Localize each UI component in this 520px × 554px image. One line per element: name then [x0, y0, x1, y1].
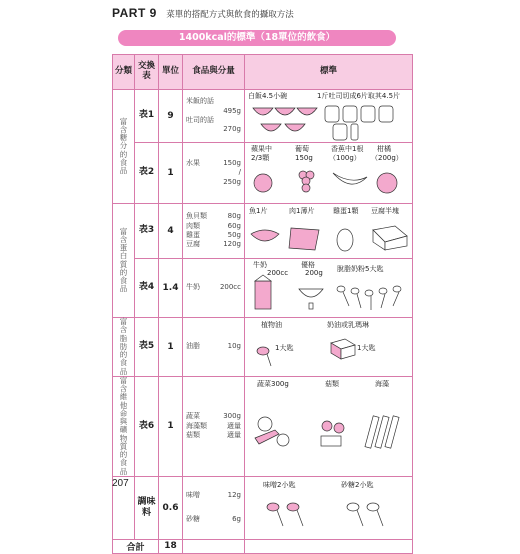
exchange-cell: 表3: [135, 204, 159, 259]
food-name: 味噌: [186, 491, 200, 500]
table-row: [113, 318, 413, 377]
food-amount: 120g: [223, 240, 241, 249]
food-name: 雞蛋: [186, 231, 200, 239]
vegetables-illustration: [245, 394, 413, 458]
food-amount: 150g: [223, 158, 241, 167]
caption: 肉1薄片: [289, 207, 315, 215]
food-name: 吐司的話: [186, 116, 214, 124]
caption: 1大匙: [275, 344, 294, 352]
exchange-cell: 表6: [135, 376, 159, 476]
exchange-cell: 表1: [135, 90, 159, 143]
units-cell: 1: [159, 376, 183, 476]
food-line: [186, 178, 241, 187]
table-row: [113, 259, 413, 318]
exchange-cell: 調味料: [135, 476, 159, 539]
caption: 魚1片: [249, 207, 268, 215]
category-label: 富 含 糖 分 的 食 品: [119, 116, 128, 176]
total-row: [113, 539, 413, 553]
category-cell: [113, 318, 135, 377]
caption: 蘋果中: [251, 145, 272, 153]
caption: 奶油或乳瑪琳: [327, 321, 369, 329]
total-standard-cell: [245, 539, 413, 553]
table-row: [113, 143, 413, 204]
food-cell: [183, 90, 245, 143]
caption: 雞蛋1顆: [333, 207, 359, 215]
food-amount: 495g: [223, 106, 241, 115]
caption: 味噌2小匙: [263, 480, 296, 489]
food-line: [186, 159, 241, 168]
food-line: [186, 422, 241, 431]
standard-cell: [245, 90, 413, 143]
caption: 豆腐半塊: [371, 207, 399, 215]
table-row: [113, 204, 413, 259]
page-number: 207: [112, 478, 129, 489]
food-name: 砂糖: [186, 514, 200, 523]
caption: 牛奶: [253, 261, 267, 269]
food-line: [186, 168, 241, 177]
food-amount: /: [238, 168, 241, 177]
standard-cell: [245, 318, 413, 377]
caption: 優格: [301, 261, 315, 269]
standard-cell: [245, 376, 413, 476]
food-name: 油脂: [186, 342, 200, 351]
category-cell: [113, 204, 135, 318]
caption: 200cc: [267, 269, 289, 277]
dairy-illustration: [245, 259, 413, 317]
caption: 砂糖2小匙: [341, 480, 374, 489]
food-amount: 適量: [227, 421, 241, 430]
standard-cell: [245, 143, 413, 204]
food-cell: [183, 376, 245, 476]
caption: 柑橘: [377, 145, 391, 153]
food-amount: 10g: [227, 342, 241, 351]
food-amount: 適量: [227, 430, 241, 439]
title-banner: 1400kcal的標準（18單位的飲食）: [118, 30, 396, 46]
total-units: 18: [159, 539, 183, 553]
total-label: 合計: [113, 539, 159, 553]
caption: 海藻: [375, 379, 389, 388]
food-name: 水果: [186, 158, 200, 167]
units-cell: 1: [159, 318, 183, 377]
caption: 白飯4.5小碗: [248, 92, 288, 100]
food-name: 牛奶: [186, 283, 200, 292]
food-amount: 270g: [223, 125, 241, 134]
food-line: [186, 222, 241, 231]
standard-cell: [245, 476, 413, 539]
caption: （200g）: [371, 154, 403, 162]
food-line: [186, 125, 241, 134]
header-category: 分類: [113, 55, 135, 90]
caption: 1大匙: [357, 344, 376, 352]
food-amount: 50g: [227, 231, 241, 239]
table-row: [113, 90, 413, 143]
food-cell: [183, 476, 245, 539]
exchange-cell: 表4: [135, 259, 159, 318]
table-row: [113, 476, 413, 539]
header-subtitle: 菜單的搭配方式與飲食的攝取方法: [166, 10, 294, 20]
food-line: [186, 412, 241, 421]
header-food: 食品與分量: [183, 55, 245, 90]
food-amount: 6g: [232, 514, 241, 523]
units-cell: 1: [159, 143, 183, 204]
caption: 脫脂奶粉5大匙: [337, 265, 384, 273]
food-amount: 80g: [227, 212, 241, 221]
food-cell: [183, 318, 245, 377]
food-amount: 300g: [223, 412, 241, 421]
caption: 蔬菜300g: [257, 379, 289, 388]
food-line: [186, 212, 241, 221]
food-name: 蔬菜: [186, 412, 200, 421]
category-cell: [113, 376, 135, 476]
food-name: 肉類: [186, 221, 200, 230]
food-line: [186, 240, 241, 249]
food-line: [186, 283, 241, 292]
part-label: PART 9: [112, 6, 157, 20]
caption: 150g: [295, 154, 313, 162]
food-cell: [183, 143, 245, 204]
food-name: 魚貝類: [186, 212, 207, 221]
food-cell: [183, 204, 245, 259]
total-food-cell: [183, 539, 245, 553]
food-amount: 250g: [223, 177, 241, 186]
units-cell: 0.6: [159, 476, 183, 539]
caption: 200g: [305, 269, 323, 277]
header-units: 單位: [159, 55, 183, 90]
table-row: [113, 376, 413, 476]
food-name: 海藻類: [186, 421, 207, 430]
food-line: [186, 342, 241, 351]
category-label: 富 含 蛋 白 質 的 食 品: [119, 226, 128, 294]
food-line: [186, 515, 241, 524]
food-exchange-table: [112, 54, 413, 554]
caption: （100g）: [329, 154, 361, 162]
category-label: 富 含 維 他 命 與 礦 物 質 的 食 品: [119, 375, 128, 476]
caption: 香蕉中1根: [331, 145, 364, 153]
food-line: [186, 97, 241, 106]
category-label: 富 含 脂 肪 的 食 品: [119, 317, 128, 376]
food-name: 豆腐: [186, 240, 200, 249]
caption: 葡萄: [295, 145, 309, 153]
page-header: [112, 6, 294, 20]
food-line: [186, 116, 241, 125]
exchange-cell: 表5: [135, 318, 159, 377]
food-amount: 12g: [227, 491, 241, 500]
food-line: [186, 491, 241, 500]
food-amount: 60g: [227, 221, 241, 230]
table-header-row: [113, 55, 413, 90]
food-amount: 200cc: [219, 283, 241, 292]
units-cell: 1.4: [159, 259, 183, 318]
food-name: 菇類: [186, 430, 200, 439]
exchange-cell: 表2: [135, 143, 159, 204]
header-standard: 標準: [245, 55, 413, 90]
caption: 菇類: [325, 379, 339, 388]
caption: 2/3顆: [251, 154, 270, 162]
category-cell: [113, 90, 135, 204]
caption: 植物油: [261, 321, 282, 329]
food-name: 米飯的話: [186, 97, 214, 106]
food-line: [186, 107, 241, 116]
units-cell: 4: [159, 204, 183, 259]
caption: 1斤吐司切成6片取其4.5片: [317, 92, 401, 100]
food-line: [186, 431, 241, 440]
header-exchange: 交換表: [135, 55, 159, 90]
standard-cell: [245, 259, 413, 318]
units-cell: 9: [159, 90, 183, 143]
standard-cell: [245, 204, 413, 259]
food-cell: [183, 259, 245, 318]
